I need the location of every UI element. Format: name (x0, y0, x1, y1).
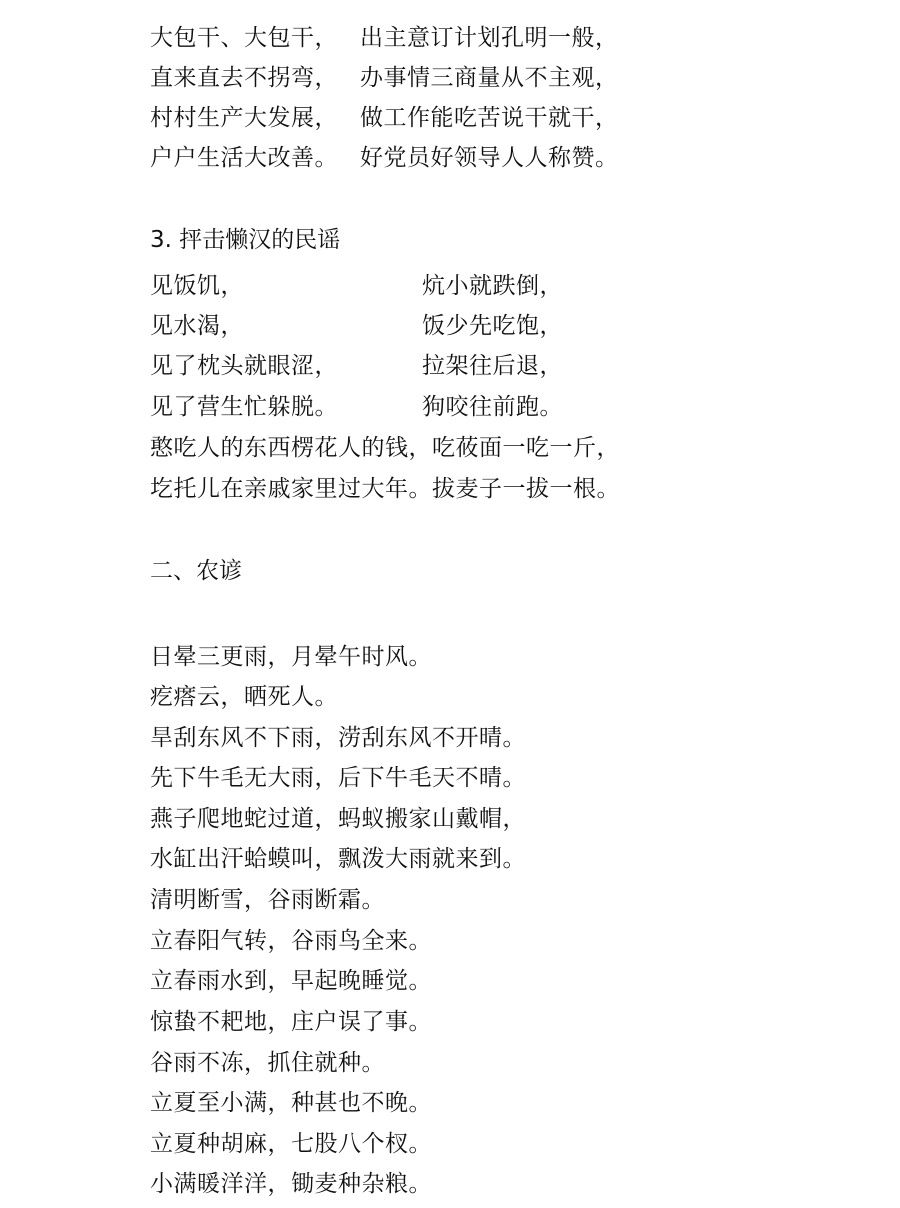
proverb-line: 疙瘩云，晒死人。 (150, 684, 338, 710)
proverb-line: 水缸出汗蛤蟆叫，飘泼大雨就来到。 (150, 846, 526, 872)
proverb-line: 立春阳气转，谷雨鸟全来。 (150, 928, 432, 954)
folk-song-line (150, 144, 619, 172)
proverb-line: 小满暖洋洋，锄麦种杂粮。 (150, 1171, 432, 1197)
line-right: 好党员好领导人人称赞。 (360, 145, 619, 171)
folk-song-line (150, 272, 563, 300)
line-left: 直来直去不拐弯， (150, 65, 338, 91)
folk-song-line (150, 352, 563, 380)
line-right: 办事情三商量从不主观， (360, 65, 619, 91)
line-left: 见水渴， (150, 313, 244, 339)
proverb-line: 日晕三更雨，月晕午时风。 (150, 644, 432, 670)
line-left: 大包干、大包干， (150, 25, 338, 51)
proverb-line: 清明断雪，谷雨断霜。 (150, 887, 385, 913)
proverb-line: 立夏种胡麻，七股八个杈。 (150, 1131, 432, 1157)
folk-song-line (150, 393, 563, 421)
folk-song-line: 憨吃人的东西楞花人的钱，吃莜面一吃一斤， (150, 435, 620, 461)
line-right: 狗咬往前跑。 (422, 394, 563, 420)
proverb-line: 惊蛰不耙地，庄户误了事。 (150, 1009, 432, 1035)
line-left: 见了营生忙躲脱。 (150, 394, 338, 420)
line-left: 见饭饥， (150, 273, 244, 299)
folk-song-line: 圪托儿在亲戚家里过大年。拔麦子一拔一根。 (150, 476, 620, 502)
line-left: 户户生活大改善。 (150, 145, 338, 171)
line-right: 做工作能吃苦说干就干， (360, 105, 619, 131)
proverb-line: 燕子爬地蛇过道，蚂蚁搬家山戴帽， (150, 806, 526, 832)
line-right: 出主意订计划孔明一般， (360, 25, 619, 51)
section-3-heading: 3. 抨击懒汉的民谣 (150, 227, 341, 253)
proverb-line: 先下牛毛无大雨，后下牛毛天不晴。 (150, 765, 526, 791)
folk-song-line (150, 312, 563, 340)
proverb-line: 谷雨不冻，抓住就种。 (150, 1050, 385, 1076)
line-left: 村村生产大发展， (150, 105, 338, 131)
proverb-line: 旱刮东风不下雨，涝刮东风不开晴。 (150, 725, 526, 751)
line-right: 拉架往后退， (422, 353, 563, 379)
folk-song-line (150, 24, 619, 52)
folk-song-line (150, 64, 619, 92)
proverb-line: 立夏至小满，种甚也不晚。 (150, 1090, 432, 1116)
line-right: 饭少先吃饱， (422, 313, 563, 339)
section-two-heading: 二、农谚 (150, 558, 242, 584)
proverb-line: 立春雨水到，早起晚睡觉。 (150, 968, 432, 994)
folk-song-line (150, 104, 619, 132)
line-left: 见了枕头就眼涩， (150, 353, 338, 379)
line-right: 炕小就跌倒， (422, 273, 563, 299)
